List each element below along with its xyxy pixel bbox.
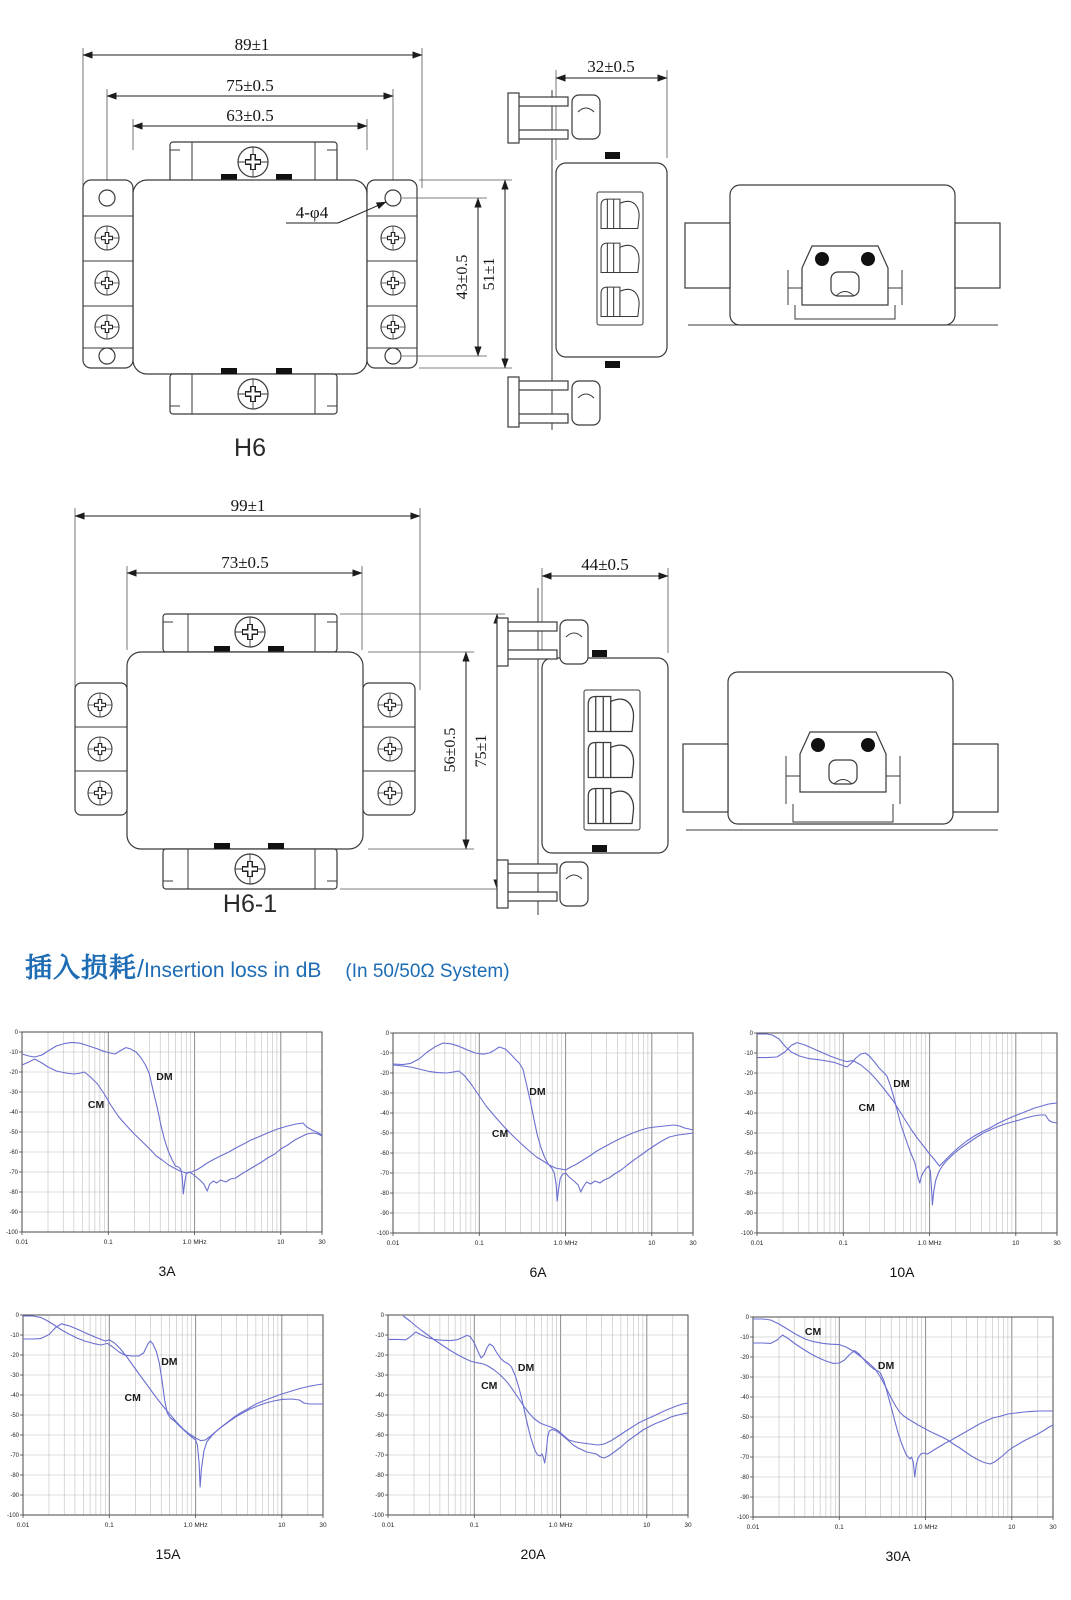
curve-cm xyxy=(403,1316,688,1445)
chart-title-3a: 3A xyxy=(158,1263,176,1279)
side-tab xyxy=(955,223,1000,288)
svg-text:0.01: 0.01 xyxy=(16,1522,30,1529)
h6-1-view-label: H6-1 xyxy=(222,890,278,918)
insertion-loss-chart-6a xyxy=(373,1029,703,1253)
h6-1-front-view xyxy=(75,496,505,918)
series-label-dm: DM xyxy=(877,1360,895,1372)
chart-cell-3a xyxy=(2,1028,332,1279)
svg-text:0: 0 xyxy=(380,1313,384,1319)
svg-text:30: 30 xyxy=(1053,1240,1061,1247)
svg-text:30: 30 xyxy=(318,1239,326,1246)
svg-text:-90: -90 xyxy=(744,1211,753,1217)
svg-text:-10: -10 xyxy=(10,1333,19,1339)
svg-text:-100: -100 xyxy=(376,1231,389,1237)
dim-h6-depth: 32±0.5 xyxy=(587,57,635,76)
svg-text:-10: -10 xyxy=(744,1051,753,1057)
dim-h6-height-outer: 51±1 xyxy=(481,257,498,291)
chart-title-20a: 20A xyxy=(520,1546,546,1562)
dim-h6-1-height-body: 56±0.5 xyxy=(442,727,459,773)
svg-text:0.1: 0.1 xyxy=(469,1522,479,1529)
svg-text:30: 30 xyxy=(319,1522,327,1529)
side-tab xyxy=(953,744,998,812)
section-title-en: Insertion loss in dB xyxy=(143,959,322,982)
svg-text:-70: -70 xyxy=(740,1455,749,1461)
h6-left-terminals xyxy=(83,180,133,368)
series-label-dm: DM xyxy=(893,1078,910,1090)
h6-front-view xyxy=(83,35,512,462)
svg-text:-30: -30 xyxy=(744,1091,753,1097)
h6-1-right-terminals xyxy=(363,683,415,815)
svg-text:0.01: 0.01 xyxy=(746,1524,760,1531)
svg-text:-10: -10 xyxy=(740,1335,749,1341)
svg-text:-30: -30 xyxy=(380,1091,389,1097)
chart-title-15a: 15A xyxy=(155,1546,181,1562)
svg-text:-50: -50 xyxy=(380,1131,389,1137)
svg-text:10: 10 xyxy=(648,1240,656,1247)
insertion-loss-chart-10a xyxy=(737,1029,1067,1253)
svg-text:-80: -80 xyxy=(375,1473,384,1479)
svg-text:-50: -50 xyxy=(9,1130,18,1136)
h6-body xyxy=(133,180,367,374)
svg-text:-60: -60 xyxy=(9,1150,18,1156)
h6-right-terminals xyxy=(367,180,417,368)
svg-text:-80: -80 xyxy=(380,1191,389,1197)
mounting-clamp-bottom xyxy=(497,860,588,908)
svg-text:-50: -50 xyxy=(375,1413,384,1419)
svg-text:-90: -90 xyxy=(10,1493,19,1499)
side-tab xyxy=(685,223,730,288)
dim-h6-height-holes: 43±0.5 xyxy=(454,254,471,300)
insertion-loss-chart-20a xyxy=(368,1311,698,1535)
svg-text:-60: -60 xyxy=(380,1151,389,1157)
svg-text:-40: -40 xyxy=(740,1395,749,1401)
series-label-cm: CM xyxy=(124,1392,141,1404)
svg-text:-60: -60 xyxy=(744,1151,753,1157)
svg-text:1.0 MHz: 1.0 MHz xyxy=(548,1522,573,1529)
svg-text:10: 10 xyxy=(277,1239,285,1246)
mounting-hole xyxy=(385,348,401,364)
svg-text:0.1: 0.1 xyxy=(838,1240,848,1247)
svg-text:-20: -20 xyxy=(375,1353,384,1359)
svg-text:-70: -70 xyxy=(10,1453,19,1459)
svg-text:0.01: 0.01 xyxy=(15,1239,29,1246)
series-label-cm: CM xyxy=(481,1380,498,1392)
h6-1-body xyxy=(127,652,363,849)
svg-text:0: 0 xyxy=(745,1315,749,1321)
svg-text:-90: -90 xyxy=(380,1211,389,1217)
dim-h6-1-height-outer: 75±1 xyxy=(473,734,490,768)
svg-text:0: 0 xyxy=(749,1031,753,1037)
h6-view-label: H6 xyxy=(234,434,266,462)
svg-text:1.0 MHz: 1.0 MHz xyxy=(553,1240,578,1247)
mounting-clamp-top xyxy=(508,93,600,143)
clip-screw-icon xyxy=(815,252,829,266)
series-label-cm: CM xyxy=(87,1099,105,1111)
chart-cell-10a xyxy=(737,1029,1067,1280)
dim-h6-1-depth: 44±0.5 xyxy=(581,555,629,574)
side-tab xyxy=(683,744,728,812)
svg-text:30: 30 xyxy=(689,1240,697,1247)
series-label-dm: DM xyxy=(156,1071,173,1083)
h6-1-bottom-terminal-block xyxy=(163,843,337,889)
svg-text:-80: -80 xyxy=(10,1473,19,1479)
chart-title-30a: 30A xyxy=(885,1548,911,1564)
svg-text:-70: -70 xyxy=(375,1453,384,1459)
svg-text:-80: -80 xyxy=(744,1191,753,1197)
svg-text:-90: -90 xyxy=(9,1210,18,1216)
svg-text:0.01: 0.01 xyxy=(750,1240,764,1247)
svg-text:-100: -100 xyxy=(740,1231,753,1237)
clip-screw-icon xyxy=(861,738,875,752)
series-label-dm: DM xyxy=(517,1362,535,1374)
svg-text:0: 0 xyxy=(15,1313,19,1319)
dim-h6-width-outer: 89±1 xyxy=(234,35,270,54)
svg-text:-10: -10 xyxy=(9,1050,18,1056)
svg-text:1.0 MHz: 1.0 MHz xyxy=(917,1240,942,1247)
series-label-cm: CM xyxy=(804,1326,822,1338)
h6-1-left-terminals xyxy=(75,683,127,815)
series-label-dm: DM xyxy=(529,1086,546,1098)
chart-title-6a: 6A xyxy=(529,1264,547,1280)
section-title xyxy=(25,946,510,985)
svg-text:-20: -20 xyxy=(380,1071,389,1077)
h6-1-din-rail-view xyxy=(683,672,998,830)
clip-screw-icon xyxy=(861,252,875,266)
svg-text:30: 30 xyxy=(1049,1524,1057,1531)
insertion-loss-chart-15a xyxy=(3,1311,333,1535)
svg-text:0: 0 xyxy=(385,1031,389,1037)
svg-text:-30: -30 xyxy=(10,1373,19,1379)
svg-text:-20: -20 xyxy=(740,1355,749,1361)
series-label-cm: CM xyxy=(858,1102,875,1114)
svg-text:-100: -100 xyxy=(736,1515,749,1521)
svg-text:-20: -20 xyxy=(10,1353,19,1359)
h6-1-side-view xyxy=(497,555,668,915)
svg-text:-100: -100 xyxy=(5,1230,18,1236)
svg-text:-60: -60 xyxy=(10,1433,19,1439)
svg-text:-60: -60 xyxy=(740,1435,749,1441)
mounting-hole xyxy=(99,348,115,364)
svg-text:1.0 MHz: 1.0 MHz xyxy=(182,1239,207,1246)
chart-cell-15a xyxy=(3,1311,333,1562)
dim-h6-1-width-body: 73±0.5 xyxy=(221,553,269,572)
svg-text:-70: -70 xyxy=(9,1170,18,1176)
svg-text:10: 10 xyxy=(278,1522,286,1529)
svg-text:10: 10 xyxy=(643,1522,651,1529)
series-label-dm: DM xyxy=(161,1356,178,1368)
svg-text:-40: -40 xyxy=(10,1393,19,1399)
mounting-hole xyxy=(99,190,115,206)
svg-text:-20: -20 xyxy=(744,1071,753,1077)
section-title-separator: / xyxy=(137,955,144,983)
chart-cell-6a xyxy=(373,1029,703,1280)
h6-top-terminal-block xyxy=(170,142,337,182)
series-label-cm: CM xyxy=(491,1128,509,1140)
svg-text:0.1: 0.1 xyxy=(104,1522,114,1529)
svg-text:-40: -40 xyxy=(744,1111,753,1117)
svg-text:0.01: 0.01 xyxy=(381,1522,395,1529)
h6-side-view xyxy=(508,57,667,430)
svg-text:-70: -70 xyxy=(744,1171,753,1177)
svg-text:-20: -20 xyxy=(9,1070,18,1076)
svg-text:10: 10 xyxy=(1008,1524,1016,1531)
dim-h6-1-width-outer: 99±1 xyxy=(230,496,266,515)
mounting-hole xyxy=(385,190,401,206)
section-title-system: (In 50/50Ω System) xyxy=(345,961,510,982)
svg-text:-40: -40 xyxy=(380,1111,389,1117)
svg-text:-10: -10 xyxy=(380,1051,389,1057)
h6-bottom-terminal-block xyxy=(170,368,337,414)
svg-text:-80: -80 xyxy=(9,1190,18,1196)
svg-text:-30: -30 xyxy=(9,1090,18,1096)
svg-text:-10: -10 xyxy=(375,1333,384,1339)
svg-text:0: 0 xyxy=(14,1030,18,1036)
svg-text:-70: -70 xyxy=(380,1171,389,1177)
svg-text:1.0 MHz: 1.0 MHz xyxy=(913,1524,938,1531)
svg-text:-40: -40 xyxy=(9,1110,18,1116)
h6-din-rail-view xyxy=(685,185,1000,325)
svg-text:0.1: 0.1 xyxy=(103,1239,113,1246)
mounting-clamp-top xyxy=(497,618,588,666)
svg-text:1.0 MHz: 1.0 MHz xyxy=(183,1522,208,1529)
insertion-loss-chart-3a xyxy=(2,1028,332,1252)
svg-text:10: 10 xyxy=(1012,1240,1020,1247)
svg-text:-90: -90 xyxy=(375,1493,384,1499)
clip-screw-icon xyxy=(811,738,825,752)
svg-text:30: 30 xyxy=(684,1522,692,1529)
svg-text:0.1: 0.1 xyxy=(474,1240,484,1247)
svg-text:-100: -100 xyxy=(6,1513,19,1519)
svg-text:-40: -40 xyxy=(375,1393,384,1399)
svg-text:0.01: 0.01 xyxy=(386,1240,400,1247)
chart-cell-30a xyxy=(733,1313,1063,1564)
svg-text:-50: -50 xyxy=(744,1131,753,1137)
h6-1-top-terminal-block xyxy=(163,614,337,652)
svg-text:-60: -60 xyxy=(375,1433,384,1439)
chart-cell-20a xyxy=(368,1311,698,1562)
dim-h6-width-body: 63±0.5 xyxy=(226,106,274,125)
svg-text:-50: -50 xyxy=(740,1415,749,1421)
dim-h6-holes-note: 4-φ4 xyxy=(295,203,329,222)
dim-h6-width-holes: 75±0.5 xyxy=(226,76,274,95)
svg-text:-90: -90 xyxy=(740,1495,749,1501)
section-title-zh: 插入损耗 xyxy=(25,953,137,983)
svg-text:-100: -100 xyxy=(371,1513,384,1519)
svg-text:-50: -50 xyxy=(10,1413,19,1419)
svg-text:-80: -80 xyxy=(740,1475,749,1481)
svg-text:-30: -30 xyxy=(375,1373,384,1379)
mounting-clamp-bottom xyxy=(508,377,600,427)
chart-title-10a: 10A xyxy=(889,1264,915,1280)
svg-text:0.1: 0.1 xyxy=(834,1524,844,1531)
svg-text:-30: -30 xyxy=(740,1375,749,1381)
insertion-loss-chart-30a xyxy=(733,1313,1063,1537)
